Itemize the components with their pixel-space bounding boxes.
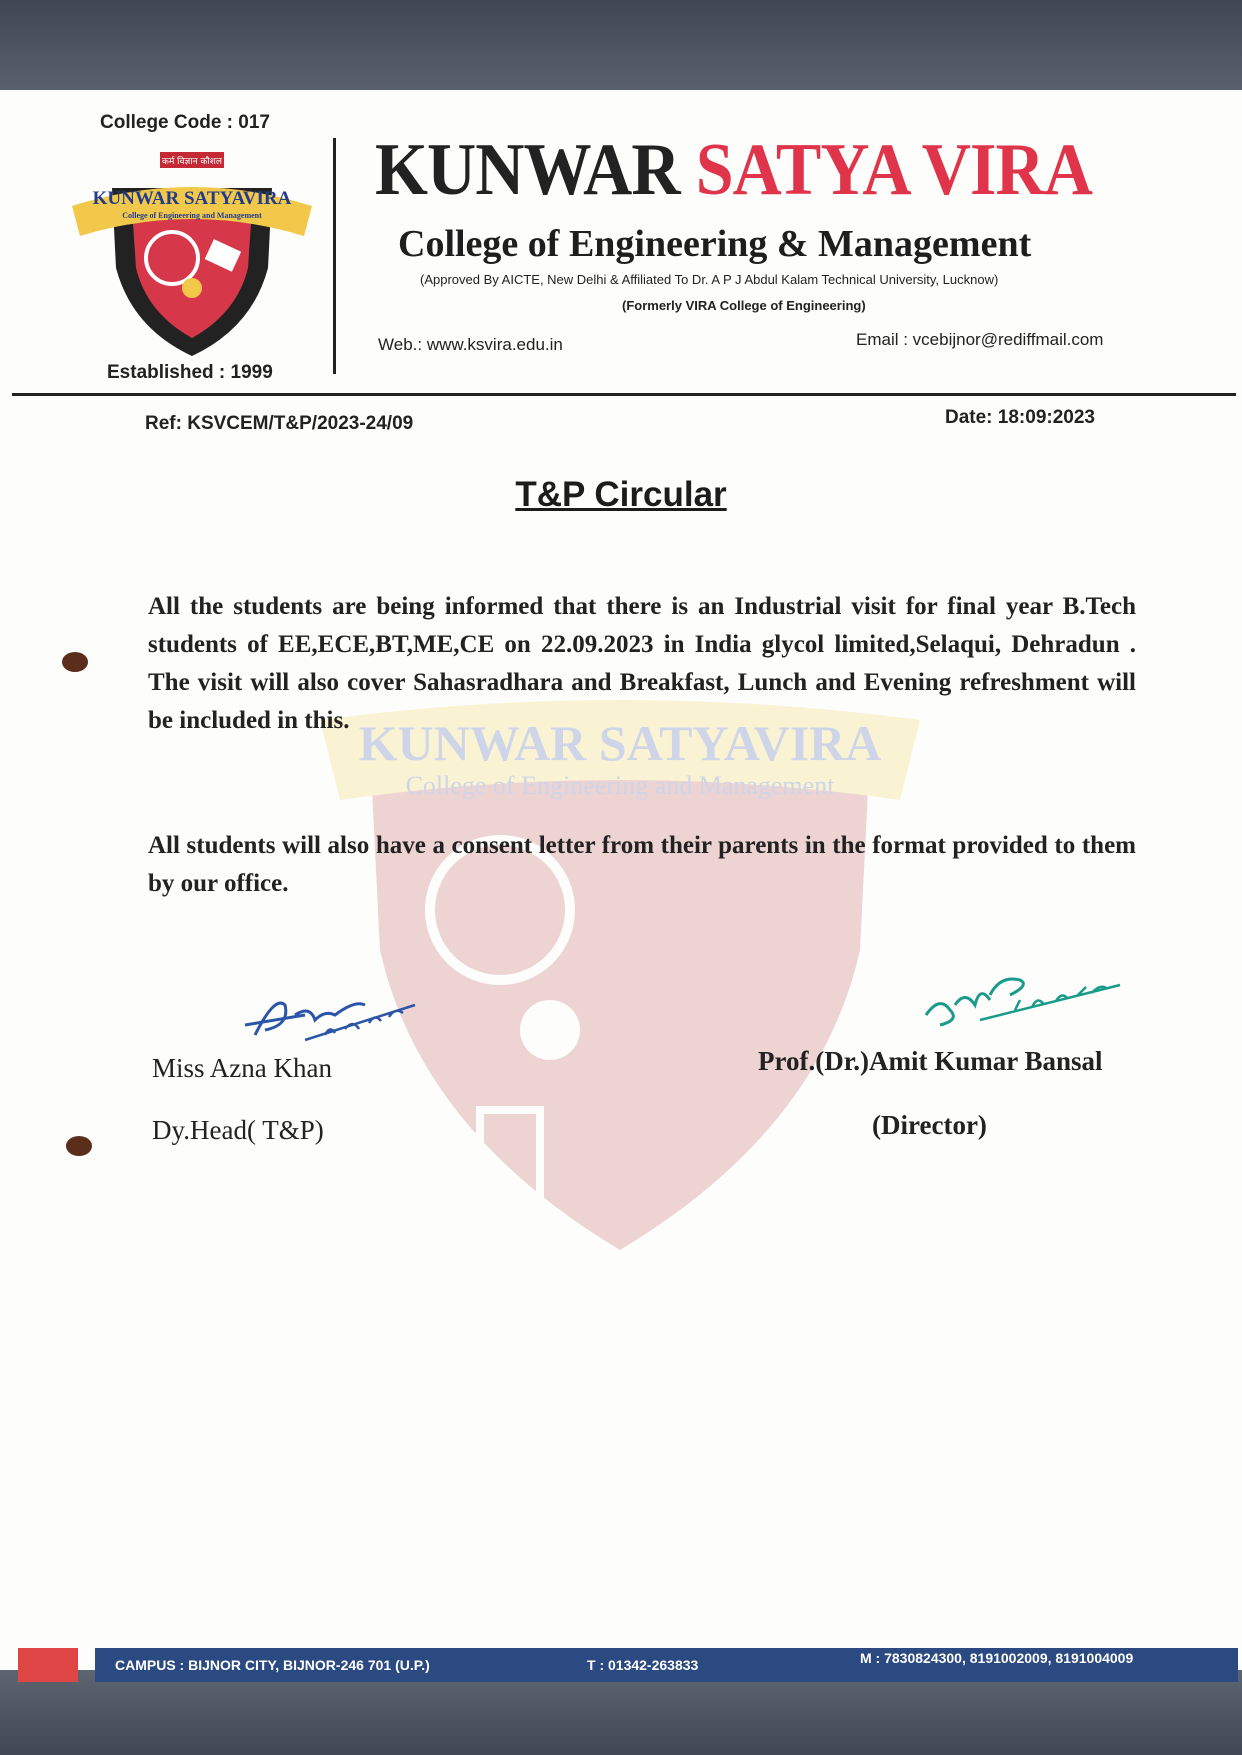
college-code: College Code : 017 bbox=[100, 112, 270, 133]
scan-top-band bbox=[0, 0, 1242, 90]
approval-line: (Approved By AICTE, New Delhi & Affiliated To Dr. A P J Abdul Kalam Technical University, Lucknow) bbox=[420, 272, 999, 287]
footer-bar bbox=[95, 1648, 1238, 1682]
footer-accent bbox=[18, 1648, 78, 1682]
footer-campus: CAMPUS : BIJNOR CITY, BIJNOR-246 701 (U.P.) bbox=[115, 1657, 430, 1673]
signatory-left-name: Miss Azna Khan bbox=[152, 1053, 332, 1083]
header-rule bbox=[12, 393, 1236, 396]
paragraph-visit: All the students are being informed that there is an Industrial visit for final year B.Tech students of EE,ECE,BT,ME,CE on 22.09.2023 in India glycol limited,Selaqui, Dehradun . The visit will also cover Sahasradhara and Breakfast, Lunch and Evening refreshment will be included in this. bbox=[148, 593, 1136, 734]
paragraph-consent: All students will also have a consent letter from their parents in the format provided to them by our office. bbox=[148, 832, 1136, 897]
signature-left bbox=[235, 985, 425, 1055]
watermark-title: KUNWAR SATYAVIRA bbox=[358, 715, 882, 771]
watermark-subtitle: College of Engineering and Management bbox=[405, 771, 835, 800]
formerly-line: (Formerly VIRA College of Engineering) bbox=[622, 298, 866, 313]
college-name-part1: KUNWAR bbox=[375, 129, 680, 211]
college-logo bbox=[72, 148, 312, 358]
circular-heading: T&P Circular bbox=[515, 475, 727, 514]
website: Web.: www.ksvira.edu.in bbox=[378, 335, 563, 354]
header-divider bbox=[333, 138, 336, 374]
footer-phone: T : 01342-263833 bbox=[587, 1657, 699, 1673]
established-year: Established : 1999 bbox=[107, 362, 273, 383]
college-subtitle: College of Engineering & Management bbox=[398, 223, 1032, 265]
logo-banner-top: कर्म विज्ञान कौशल bbox=[162, 157, 222, 167]
college-name bbox=[375, 128, 1093, 213]
college-name-part2: SATYA VIRA bbox=[695, 129, 1093, 211]
logo-banner-main: KUNWAR SATYAVIRA bbox=[92, 188, 292, 209]
reference-number: Ref: KSVCEM/T&P/2023-24/09 bbox=[145, 413, 414, 434]
punch-hole-bottom bbox=[66, 1136, 92, 1156]
watermark-crest bbox=[300, 690, 940, 1250]
signature-right bbox=[920, 965, 1130, 1045]
signatory-right-name: Prof.(Dr.)Amit Kumar Bansal bbox=[758, 1046, 1103, 1076]
signatory-right-designation: (Director) bbox=[872, 1110, 987, 1140]
scan-bottom-band bbox=[0, 1670, 1242, 1755]
signatory-left-designation: Dy.Head( T&P) bbox=[152, 1115, 324, 1145]
logo-banner-sub: College of Engineering and Management bbox=[122, 211, 262, 220]
punch-hole-top bbox=[62, 652, 88, 672]
email: Email : vcebijnor@rediffmail.com bbox=[856, 330, 1104, 349]
footer-mobile: M : 7830824300, 8191002009, 8191004009 bbox=[860, 1650, 1134, 1666]
letter-date: Date: 18:09:2023 bbox=[945, 407, 1095, 428]
